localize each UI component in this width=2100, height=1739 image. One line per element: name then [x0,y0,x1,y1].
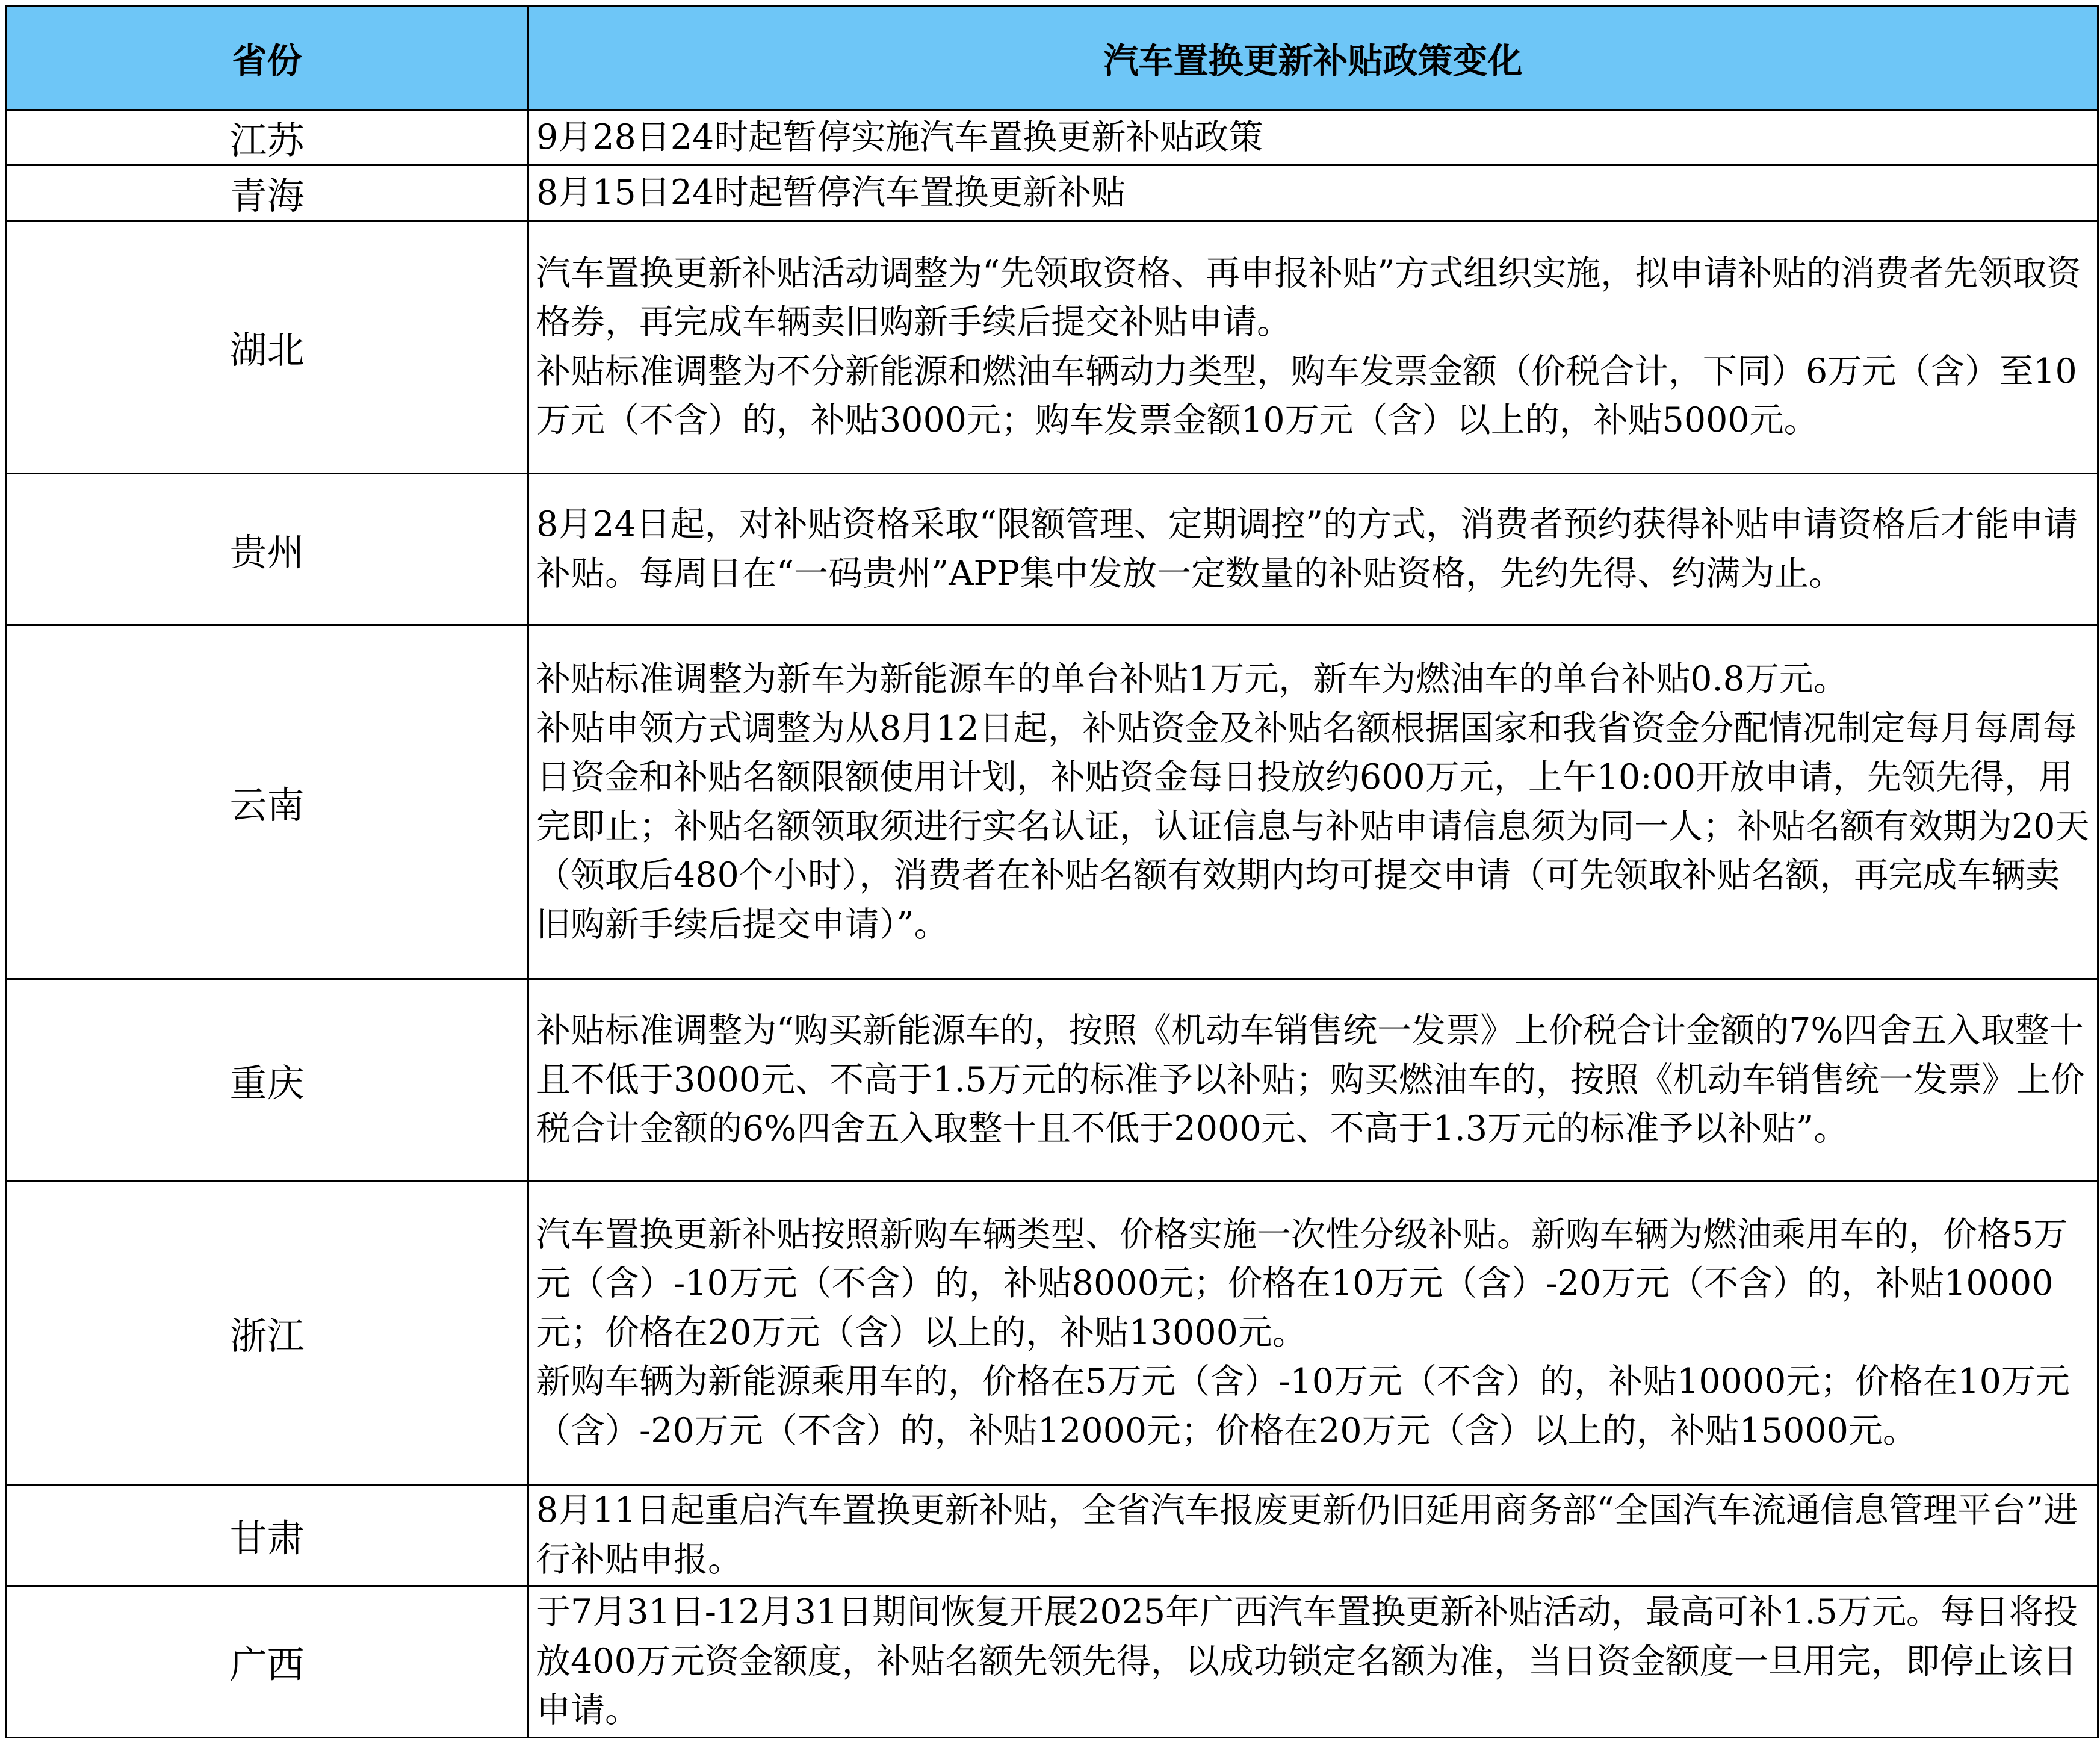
table-row [6,979,2098,1182]
policy-text: 补贴申领方式调整为从8月12日起，补贴资金及补贴名额根据国家和我省资金分配情况制定每月每周每日资金和补贴名额限额使用计划，补贴资金每日投放约600万元，上午10:00开放申请，先领先得，用完即止；补贴名额领取须进行实名认证，认证信息与补贴申请信息须为同一人；补贴名额有效期为20天（领取后480个小时），消费者在补贴名额有效期内均可提交申请（可先领取补贴名额，再完成车辆卖旧购新手续后提交申请）”。 [536,708,2090,944]
table-row [6,166,2098,221]
policy-text: 于7月31日-12月31日期间恢复开展2025年广西汽车置换更新补贴活动，最高可补1.5万元。每日将投放400万元资金额度，补贴名额先领先得，以成功锁定名额为准，当日资金额度一旦用完，即停止该日申请。 [536,1592,2078,1731]
policy-cell[interactable] [528,1485,2098,1586]
province-cell[interactable]: 青海 [6,166,528,221]
table-row [6,1182,2098,1485]
table-row [6,474,2098,625]
policy-text: 补贴标准调整为新车为新能源车的单台补贴1万元，新车为燃油车的单台补贴0.8万元。 [536,659,1848,699]
policy-cell[interactable] [528,110,2098,166]
province-cell[interactable]: 甘肃 [6,1485,528,1586]
policy-text: 补贴标准调整为“购买新能源车的，按照《机动车销售统一发票》上价税合计金额的7%四舍五入取整十且不低于3000元、不高于1.5万元的标准予以补贴；购买燃油车的，按照《机动车销售统一发票》上价税合计金额的6%四舍五入取整十且不低于2000元、不高于1.3万元的标准予以补贴”。 [536,1011,2085,1149]
policy-cell[interactable] [528,979,2098,1182]
policy-cell[interactable] [528,1182,2098,1485]
province-cell[interactable]: 浙江 [6,1182,528,1485]
policy-text: 8月11日起重启汽车置换更新补贴，全省汽车报废更新仍旧延用商务部“全国汽车流通信息管理平台”进行补贴申报。 [536,1490,2078,1579]
province-cell[interactable]: 江苏 [6,110,528,166]
province-cell[interactable]: 湖北 [6,221,528,474]
table-row [6,1586,2098,1738]
policy-table [5,5,2099,1738]
policy-text: 8月15日24时起暂停汽车置换更新补贴 [536,172,1126,212]
policy-text: 新购车辆为新能源乘用车的，价格在5万元（含）-10万元（不含）的，补贴10000元；价格在10万元（含）-20万元（不含）的，补贴12000元；价格在20万元（含）以上的，补贴15000元。 [536,1362,2070,1451]
table-row [6,625,2098,979]
policy-cell[interactable] [528,166,2098,221]
policy-text: 9月28日24时起暂停实施汽车置换更新补贴政策 [536,117,1263,157]
province-cell[interactable]: 广西 [6,1586,528,1738]
province-cell[interactable]: 重庆 [6,979,528,1182]
policy-cell[interactable] [528,1586,2098,1738]
province-cell[interactable]: 贵州 [6,474,528,625]
header-province[interactable]: 省份 [6,6,528,110]
header-policy[interactable]: 汽车置换更新补贴政策变化 [528,6,2098,110]
table-row [6,110,2098,166]
policy-text: 汽车置换更新补贴按照新购车辆类型、价格实施一次性分级补贴。新购车辆为燃油乘用车的，价格5万元（含）-10万元（不含）的，补贴8000元；价格在10万元（含）-20万元（不含）的，补贴10000元；价格在20万元（含）以上的，补贴13000元。 [536,1214,2068,1353]
province-cell[interactable]: 云南 [6,625,528,979]
header-row [6,6,2098,110]
table-row [6,1485,2098,1586]
policy-cell[interactable] [528,221,2098,474]
policy-cell[interactable] [528,474,2098,625]
policy-text: 8月24日起，对补贴资格采取“限额管理、定期调控”的方式，消费者预约获得补贴申请资格后才能申请补贴。每周日在“一码贵州”APP集中发放一定数量的补贴资格，先约先得、约满为止。 [536,504,2078,594]
table-row [6,221,2098,474]
policy-text: 汽车置换更新补贴活动调整为“先领取资格、再申报补贴”方式组织实施，拟申请补贴的消费者先领取资格券，再完成车辆卖旧购新手续后提交补贴申请。 [536,253,2081,342]
policy-text: 补贴标准调整为不分新能源和燃油车辆动力类型，购车发票金额（价税合计，下同）6万元（含）至10万元（不含）的，补贴3000元；购车发票金额10万元（含）以上的，补贴5000元。 [536,351,2077,440]
policy-cell[interactable] [528,625,2098,979]
